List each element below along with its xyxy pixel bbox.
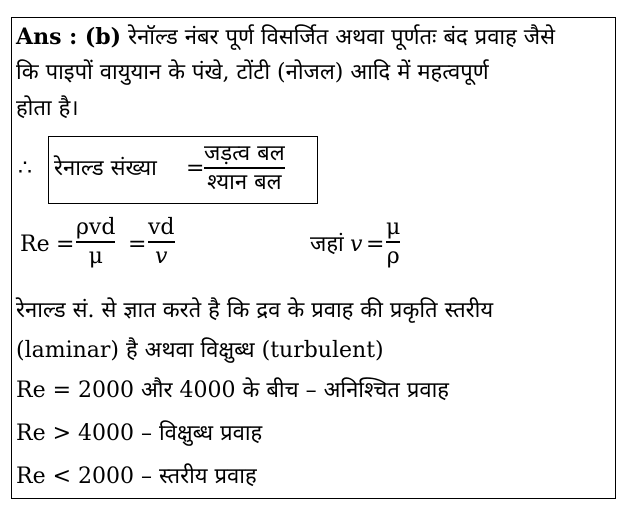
denominator-mu: μ [88,243,103,269]
nu-symbol: v [350,232,363,257]
therefore-symbol: ∴ [18,156,32,181]
fraction-bar [204,167,285,169]
body-line-2: (laminar) है अथवा विक्षुब्ध (turbulent) [16,338,384,363]
formula-fraction-1 [76,216,115,268]
formula-equals-3: = [366,232,385,257]
condition-uncertain: Re = 2000 और 4000 के बीच – अनिश्चित प्रवाह [16,378,449,403]
intro-text-1: रेनॉल्ड नंबर पूर्ण विसर्जित अथवा पूर्णतः बंद प्रवाह जैसे [128,25,556,50]
fraction-bar [76,241,115,243]
definition-fraction [204,142,285,194]
formula-fraction-3 [386,216,400,268]
definition-equals: = [186,156,205,181]
reynolds-number-label: रेनाल्ड संख्या [54,156,157,181]
condition-turbulent: Re > 4000 – विक्षुब्ध प्रवाह [16,421,263,446]
denominator-nu: v [155,243,168,269]
denominator-rho: ρ [386,243,400,269]
where-label: जहां [310,232,344,257]
formula-equals-2: = [128,232,147,257]
intro-line-1 [16,26,555,49]
formula-fraction-2 [148,216,175,268]
numerator-vd: vd [148,215,175,240]
fraction-bar [386,241,400,243]
numerator-rho-vd: ρvd [76,215,116,240]
intro-line-3: होता है। [16,96,79,121]
re-symbol: Re [20,232,50,257]
formula-equals-1: = [56,232,75,257]
inertial-force: जड़त्व बल [204,141,285,166]
fraction-bar [148,241,175,243]
viscous-force: श्यान बल [207,169,282,195]
intro-line-2: कि पाइपों वायुयान के पंखे, टोंटी (नोजल) आदि में महत्वपूर्ण [16,60,489,85]
condition-laminar: Re < 2000 – स्तरीय प्रवाह [16,464,257,489]
body-line-1: रेनाल्ड सं. से ज्ञात करते है कि द्रव के प्रवाह की प्रकृति स्तरीय [16,298,494,323]
answer-label: Ans : (b) [16,24,122,50]
numerator-mu: μ [386,215,401,240]
